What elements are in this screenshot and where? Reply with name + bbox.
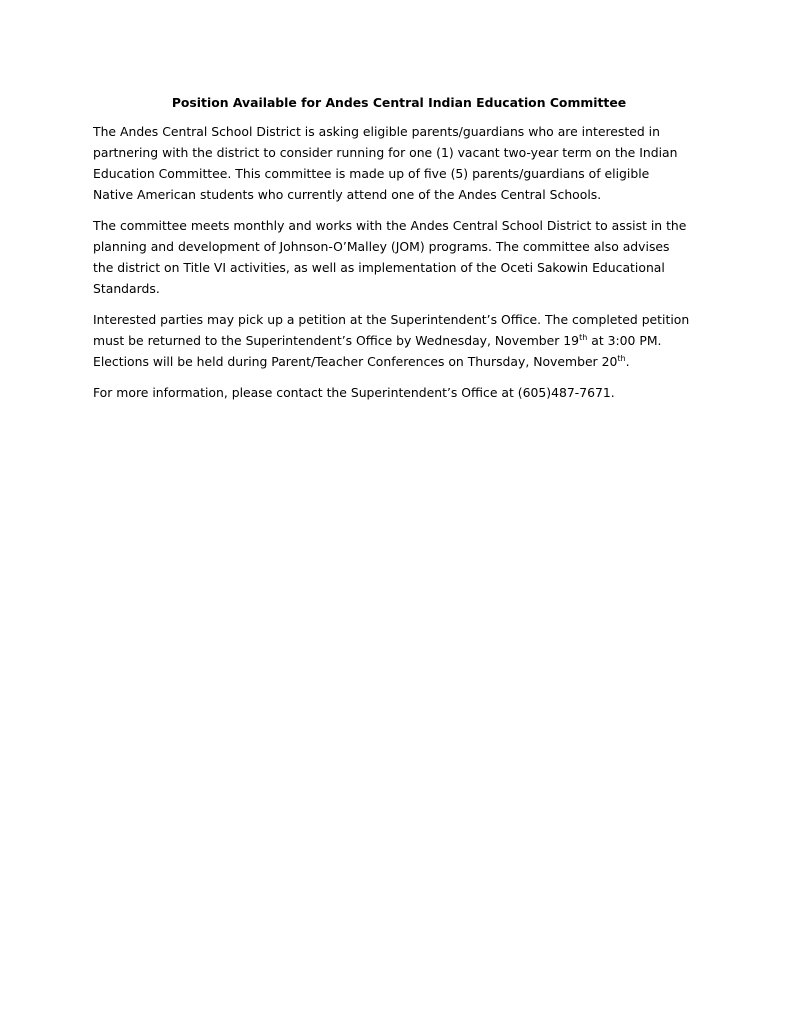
petition-deadline-time: at 3:00 PM. (587, 333, 662, 348)
petition-deadline-text: must be returned to the Superintendent’s Office by Wednesday, November 19 (93, 333, 580, 348)
paragraph-line: Native American students who currently attend one of the Andes Central Schools. (93, 187, 602, 202)
document-page (93, 94, 705, 413)
paragraph-line (93, 351, 705, 372)
paragraph-line: partnering with the district to consider running for one (1) vacant two-year term on the Indian (93, 145, 678, 160)
election-date-text: Elections will be held during Parent/Teacher Conferences on Thursday, November 20 (93, 354, 618, 369)
paragraph-line: the district on Title VI activities, as well as implementation of the Oceti Sakowin Educational (93, 260, 665, 275)
paragraph-petition (93, 309, 705, 372)
paragraph-line: Standards. (93, 281, 160, 296)
document-title: Position Available for Andes Central Indian Education Committee (171, 95, 627, 110)
paragraph-contact (93, 382, 705, 403)
paragraph-committee-duties (93, 215, 705, 299)
paragraph-line: The Andes Central School District is asking eligible parents/guardians who are interested in (93, 124, 660, 139)
ordinal-suffix: th (579, 332, 588, 342)
election-date-end: . (625, 354, 630, 369)
paragraph-line (93, 330, 705, 351)
paragraph-line: Education Committee. This committee is made up of five (5) parents/guardians of eligible (93, 166, 650, 181)
paragraph-line: planning and development of Johnson-O’Malley (JOM) programs. The committee also advises (93, 239, 670, 254)
paragraph-line: The committee meets monthly and works with the Andes Central School District to assist in the (93, 218, 687, 233)
paragraph-line: Interested parties may pick up a petition at the Superintendent’s Office. The completed petition (93, 312, 690, 327)
contact-info: For more information, please contact the Superintendent’s Office at (605)487-7671. (93, 385, 615, 400)
paragraph-intro (93, 121, 705, 205)
ordinal-suffix: th (617, 353, 626, 363)
